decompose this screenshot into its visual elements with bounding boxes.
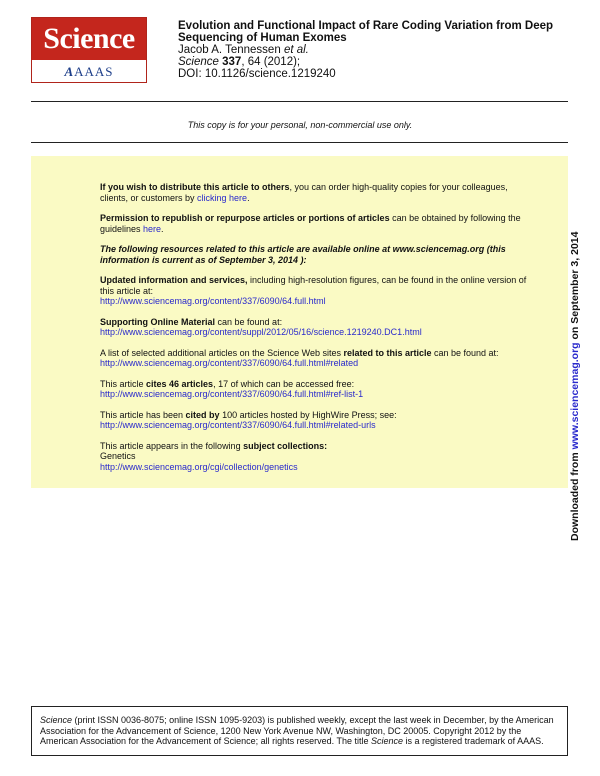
science-logo [31,17,147,83]
collections-text: This article appears in the following [100,440,244,451]
citedby-heading: cited by [185,409,220,420]
author-name: Jacob A. Tennessen [178,44,281,56]
permission-end: . [161,223,164,234]
aaas-logo [32,62,146,82]
aaas-text: AAAS [74,64,114,79]
author-etal: et al. [283,44,309,56]
collection-genetics: Genetics [100,451,136,461]
article-title: Evolution and Functional Impact of Rare Coding Variation from Deep Sequencing of Human Exomes [178,20,554,44]
updated-heading: Updated information and services, [100,275,248,285]
supporting-heading: Supporting Online Material [100,316,216,327]
full-text-link[interactable]: http://www.sciencemag.org/content/337/6090/64.full.html [100,296,326,306]
permission-text: can be obtained by following the guidelines [100,213,521,234]
citation-journal: Science [178,56,219,68]
citation-volume: 337 [222,56,242,68]
citedby-text-1: This article has been [100,409,186,420]
updated-paragraph [100,275,530,307]
guidelines-here-link[interactable]: here [143,223,162,234]
clicking-here-link[interactable]: clicking here [197,192,248,203]
footer-text-1: (print ISSN 0036-8075; online ISSN 1095-9203) is published weekly, except the last week in December, by the American Association for the Advancement of Science, 1200 New York Avenue NW, Washington, DC 20005. Copyright 2012 by the American Association for the Advancement of Science; all rights reserved. The title [40,715,554,746]
article-authors [178,44,568,56]
related-paragraph [100,348,530,369]
collections-heading: subject collections: [243,440,328,451]
top-divider [31,101,568,102]
related-heading: related to this article [343,347,432,358]
distribute-paragraph [100,182,530,203]
footer-journal: Science [40,715,73,725]
distribute-heading: If you wish to distribute this article to others [100,182,290,192]
supporting-text: can be found at: [215,316,283,327]
updated-text: including high-resolution figures, can be found in the online version of this article at: [100,275,527,296]
supplementary-link[interactable]: http://www.sciencemag.org/content/suppl/2012/05/16/science.1219240.DC1.html [100,327,422,337]
collections-paragraph [100,441,530,473]
middle-divider [31,142,568,143]
article-header [178,20,568,80]
citedby-paragraph [100,410,530,431]
copyright-footer [31,706,568,756]
footer-title-word: Science [371,736,404,746]
resources-content [100,182,530,482]
footer-text-2: is a registered trademark of AAAS. [403,736,544,746]
ref-list-link[interactable]: http://www.sciencemag.org/content/337/6090/64.full.html#ref-list-1 [100,389,364,399]
distribute-text: , you can order high-quality copies for your colleagues, clients, or customers by [100,182,508,203]
permission-heading: Permission to republish or repurpose articles or portions of articles [100,213,390,223]
personal-use-note: This copy is for your personal, non-commercial use only. [187,120,413,130]
aaas-mark: A [64,64,75,79]
resources-note: The following resources related to this article are available online at www.sciencemag.org (this information is current as of September 3, 2014 ): [100,244,506,265]
sciencemag-link[interactable]: www.sciencemag.org [569,342,581,450]
cites-heading: cites 46 articles [146,378,214,389]
supporting-paragraph [100,317,530,338]
genetics-collection-link[interactable]: http://www.sciencemag.org/cgi/collection/genetics [100,461,298,472]
related-text-1: A list of selected additional articles on the Science Web sites [100,347,344,358]
permission-paragraph [100,213,530,234]
article-citation [178,56,568,68]
cites-text-1: This article [100,378,147,389]
cites-paragraph [100,379,530,400]
cites-text-2: , 17 of which can be accessed free: [213,378,355,389]
science-wordmark: Science [32,18,146,60]
download-suffix: on September 3, 2014 [569,231,581,343]
download-stamp [569,232,581,541]
distribute-end: . [247,192,250,203]
related-urls-link[interactable]: http://www.sciencemag.org/content/337/6090/64.full.html#related-urls [100,420,376,430]
citation-rest: , 64 (2012); [241,56,301,68]
related-link[interactable]: http://www.sciencemag.org/content/337/6090/64.full.html#related [100,358,359,368]
download-prefix: Downloaded from [569,449,581,541]
article-doi: DOI: 10.1126/science.1219240 [178,68,336,80]
related-text-2: can be found at: [431,347,499,358]
citedby-text-2: 100 articles hosted by HighWire Press; see: [219,409,397,420]
